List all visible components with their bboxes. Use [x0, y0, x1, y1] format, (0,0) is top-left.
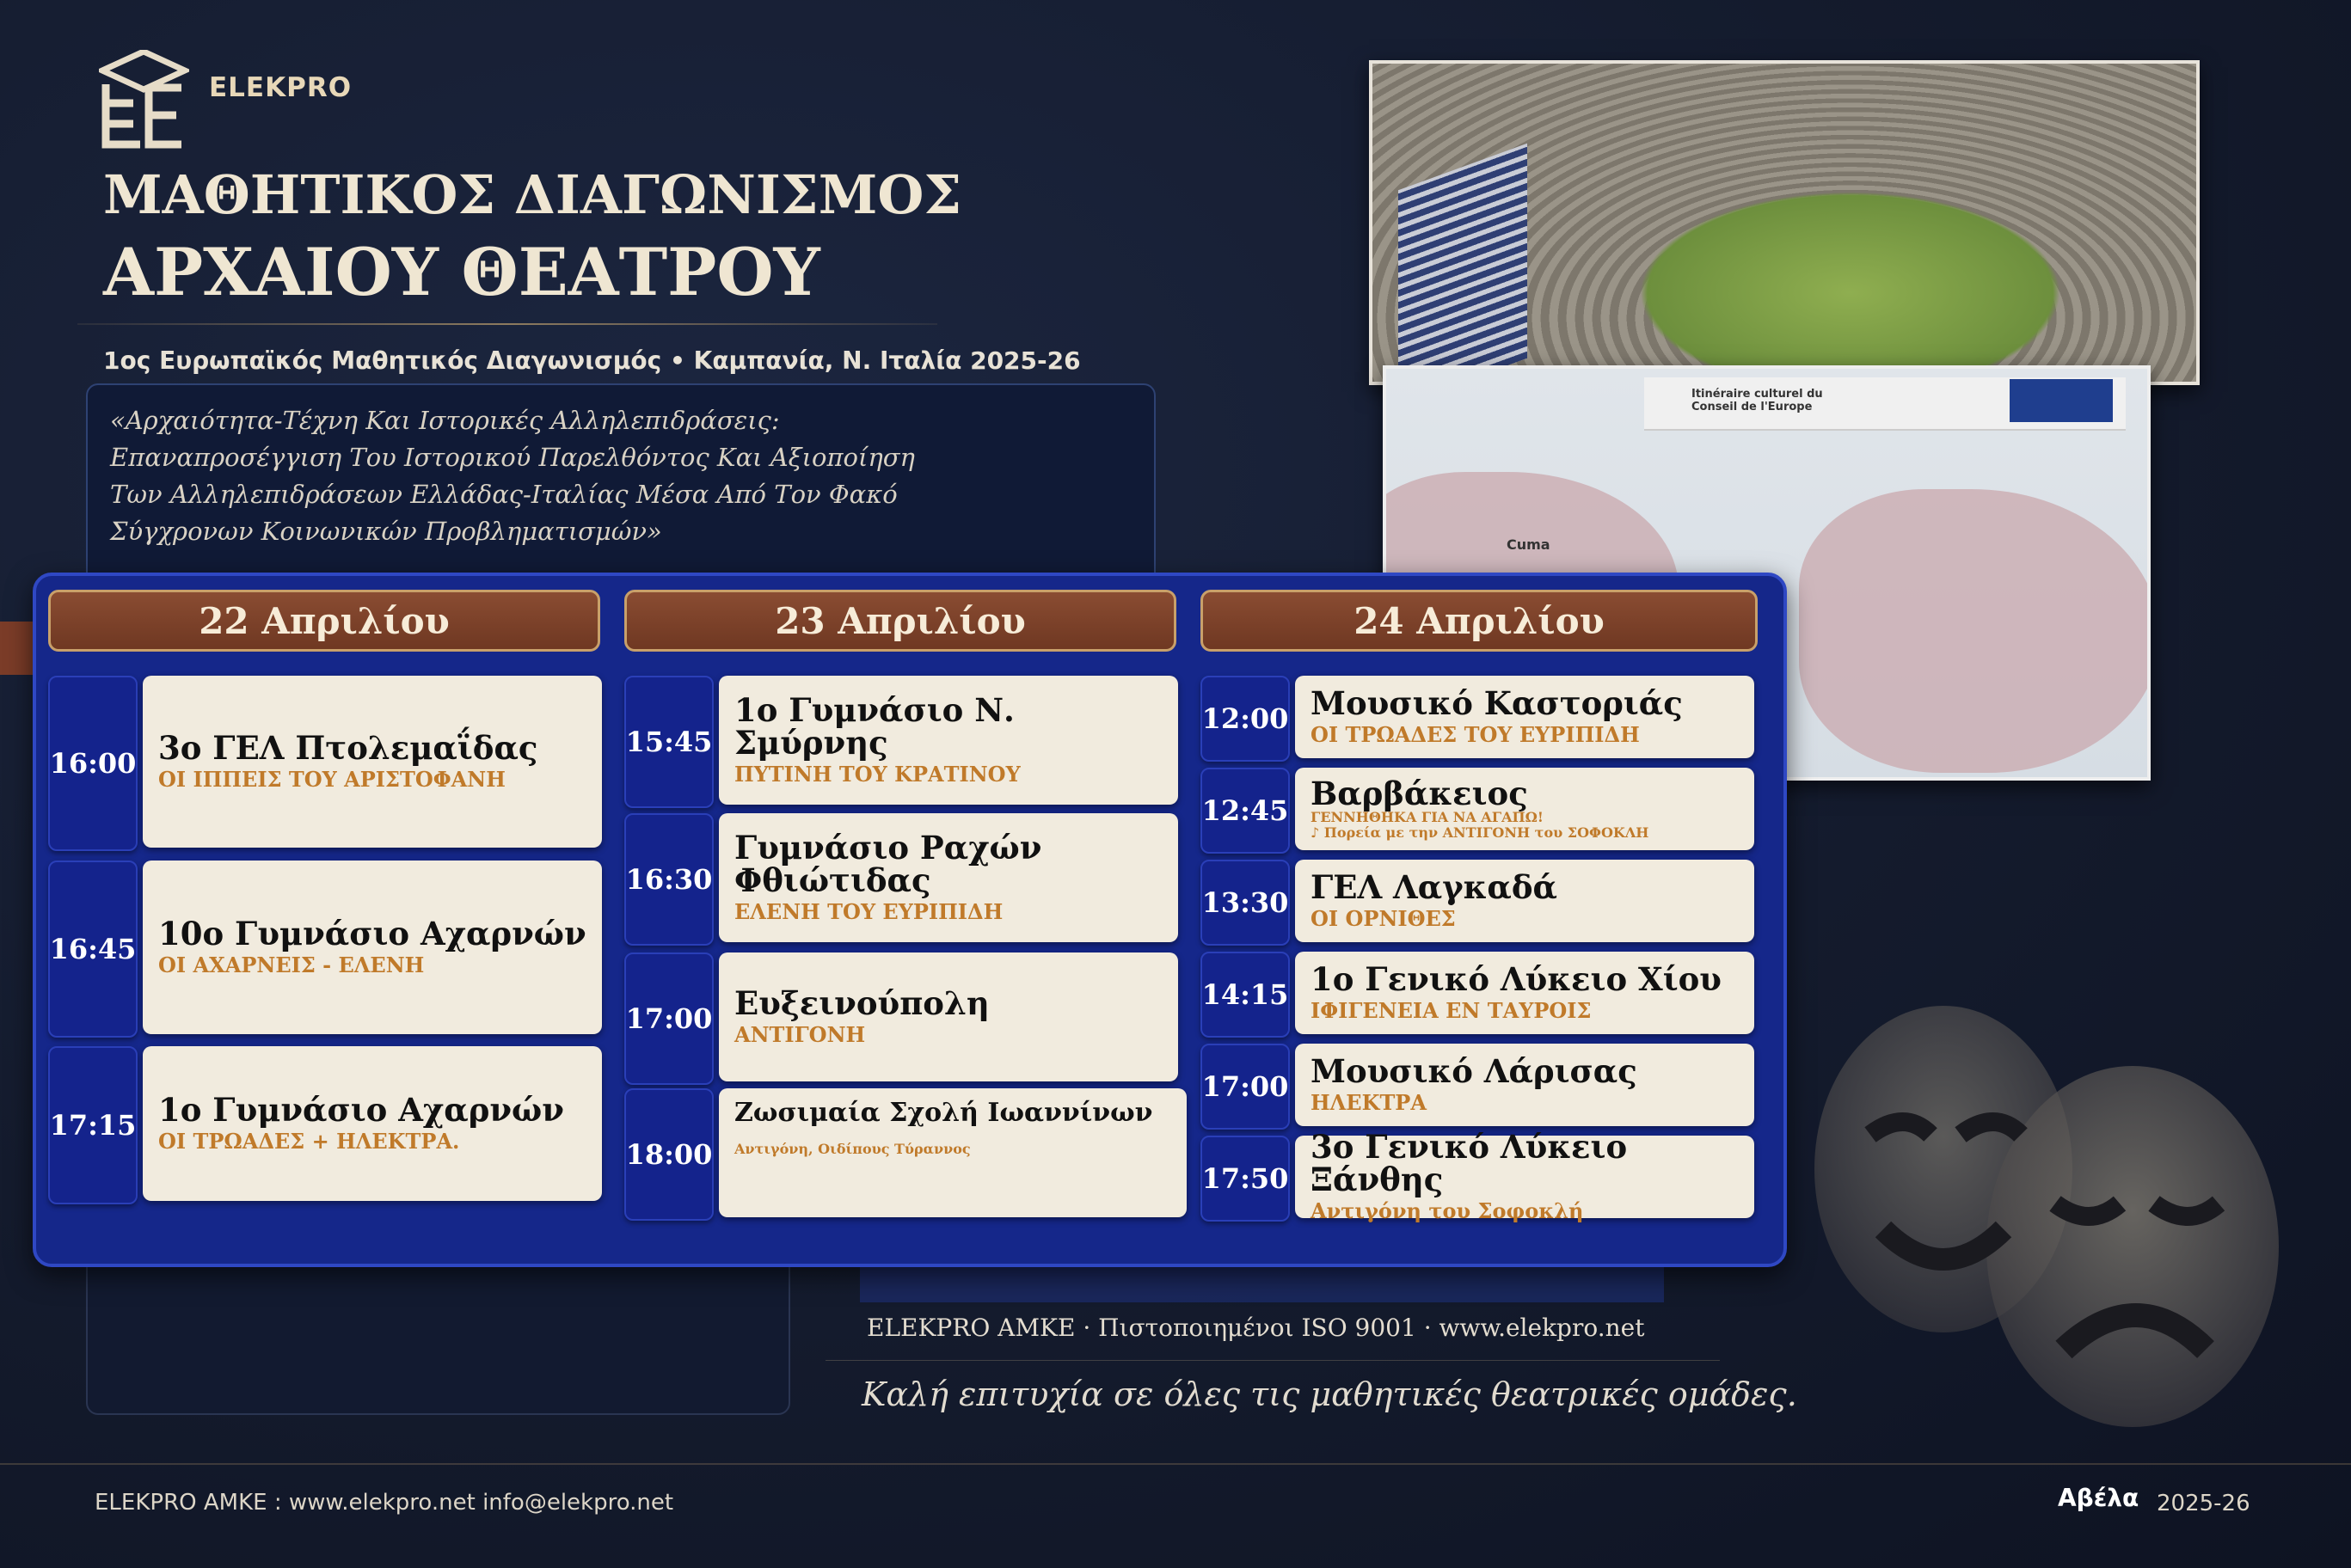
- day-header-24: 24 Απριλίου: [1200, 590, 1758, 652]
- play-title: ΟΙ ΟΡΝΙΘΕΣ: [1311, 906, 1456, 931]
- eu-flag-icon: [2010, 379, 2113, 422]
- play-title: ΟΙ ΙΠΠΕΙΣ ΤΟΥ ΑΡΙΣΤΟΦΑΝΗ: [158, 767, 506, 792]
- school-name: Βαρβάκειος: [1311, 775, 1528, 812]
- slot-card[interactable]: [1295, 1128, 1754, 1223]
- play-title: ΠΥΤΙΝΗ ΤΟΥ ΚΡΑΤΙΝΟΥ: [734, 762, 1021, 787]
- play-title: Αντιγόνη, Οιδίπους Τύραννος: [734, 1141, 971, 1157]
- slot-time: 16:30: [624, 813, 714, 946]
- slot-time: 12:45: [1200, 768, 1290, 854]
- elekpro-logo-icon: [99, 50, 189, 151]
- school-name: 1ο Γενικό Λύκειο Χίου: [1311, 960, 1722, 998]
- slot-card[interactable]: [719, 813, 1178, 942]
- school-name: 3ο ΓΕΛ Πτολεμαΐδας: [158, 729, 538, 767]
- slot-card[interactable]: [143, 1046, 602, 1201]
- school-name: 1ο Γυμνάσιο Ν. Σμύρνης: [734, 691, 1015, 762]
- slot-card[interactable]: [719, 676, 1178, 805]
- slot-card[interactable]: [1295, 676, 1754, 758]
- play-title: ΓΕΝΝΗΘΗΚΑ ΓΙΑ ΝΑ ΑΓΑΠΩ!: [1311, 809, 1544, 825]
- slot-time: 16:00: [48, 676, 138, 851]
- school-name: 3ο Γενικό Λύκειο Ξάνθης: [1311, 1128, 1628, 1198]
- school-name: Μουσικό Καστοριάς: [1311, 684, 1683, 722]
- day-header-23: 23 Απριλίου: [624, 590, 1176, 652]
- play-title: ΟΙ ΤΡΩΑΔΕΣ + ΗΛΕΚΤΡΑ.: [158, 1129, 460, 1154]
- quote-line: Σύγχρονων Κοινωνικών Προβληματισμών»: [110, 517, 662, 546]
- slot-time: 14:15: [1200, 952, 1290, 1038]
- school-name: 1ο Γυμνάσιο Αχαρνών: [158, 1091, 564, 1129]
- school-name: Γυμνάσιο Ραχών Φθιώτιδας: [734, 829, 1042, 899]
- play-title: ΙΦΙΓΕΝΕΙΑ ΕΝ ΤΑΥΡΟΙΣ: [1311, 998, 1592, 1023]
- school-name: Ζωσιμαία Σχολή Ιωαννίνων: [734, 1098, 1153, 1128]
- good-luck-message: Καλή επιτυχία σε όλες τις μαθητικές θεατρικές ομάδες.: [862, 1375, 1797, 1413]
- page-subtitle: 1ος Ευρωπαϊκός Μαθητικός Διαγωνισμός • Καμπανία, Ν. Ιταλία 2025-26: [103, 346, 1081, 375]
- theatre-masks-icon: [1789, 989, 2322, 1470]
- theatre-seats-graphic: [1398, 144, 1527, 385]
- footer-divider: [0, 1463, 2351, 1465]
- footer-year: 2025-26: [2157, 1491, 2250, 1516]
- slot-time: 17:15: [48, 1046, 138, 1204]
- theme-quote: [110, 402, 1125, 550]
- page-title-line1: ΜΑΘΗΤΙΚΟΣ ΔΙΑΓΩΝΙΣΜΟΣ: [103, 163, 962, 226]
- slot-card[interactable]: [1295, 860, 1754, 942]
- footer-name: Αβέλα: [2058, 1484, 2139, 1512]
- school-name: 10ο Γυμνάσιο Αχαρνών: [158, 915, 586, 952]
- slot-time: 16:45: [48, 861, 138, 1038]
- school-name: ΓΕΛ Λαγκαδά: [1311, 868, 1558, 906]
- slot-time: 17:50: [1200, 1136, 1290, 1222]
- slot-card[interactable]: [1295, 1044, 1754, 1126]
- brand-name: ELEKPRO: [209, 72, 353, 103]
- slot-card[interactable]: [1295, 768, 1754, 850]
- play-title: ΕΛΕΝΗ ΤΟΥ ΕΥΡΙΠΙΔΗ: [734, 899, 1004, 924]
- day-header-22: 22 Απριλίου: [48, 590, 600, 652]
- credits-divider: [826, 1360, 1720, 1361]
- side-tab: [0, 622, 33, 675]
- school-name: Ευξεινούπολη: [734, 984, 990, 1022]
- play-title: ΑΝΤΙΓΟΝΗ: [734, 1022, 866, 1047]
- slot-time: 12:00: [1200, 676, 1290, 762]
- slot-time: 13:30: [1200, 860, 1290, 946]
- slot-card[interactable]: [143, 861, 602, 1034]
- slot-card[interactable]: [143, 676, 602, 848]
- map-city-label: Cuma: [1507, 536, 1550, 553]
- play-title: ΟΙ ΤΡΩΑΔΕΣ ΤΟΥ ΕΥΡΙΠΙΔΗ: [1311, 722, 1640, 747]
- slot-card[interactable]: [719, 1088, 1187, 1217]
- footer-contact: ELEKPRO AMKE : www.elekpro.net info@elekpro.net: [95, 1490, 674, 1516]
- page-title-line2: ΑΡΧΑΙΟΥ ΘΕΑΤΡΟΥ: [103, 234, 820, 310]
- title-divider: [77, 323, 937, 325]
- ancient-theatre-photo: [1369, 60, 2200, 385]
- slot-card[interactable]: [719, 952, 1178, 1081]
- quote-line: «Αρχαιότητα-Τέχνη Και Ιστορικές Αλληλεπιδράσεις:: [110, 406, 780, 435]
- map-land-greece: [1799, 489, 2151, 773]
- play-title: ΗΛΕΚΤΡΑ: [1311, 1090, 1427, 1115]
- play-title: ΟΙ ΑΧΑΡΝΕΙΣ - ΕΛΕΝΗ: [158, 952, 425, 977]
- play-subtitle: ♪ Πορεία με την ΑΝΤΙΓΟΝΗ του ΣΟΦΟΚΛΗ: [1311, 824, 1649, 841]
- credits-line: ELEKPRO AMKE · Πιστοποιημένοι ISO 9001 · www.elekpro.net: [867, 1314, 1645, 1342]
- quote-line: Των Αλληλεπιδράσεων Ελλάδας-Ιταλίας Μέσα Από Τον Φακό: [110, 480, 898, 509]
- map-org-label: Itinéraire culturel du Conseil de l'Europe: [1691, 388, 1823, 413]
- school-name: Μουσικό Λάρισας: [1311, 1052, 1637, 1090]
- slot-time: 18:00: [624, 1088, 714, 1221]
- play-title: Αντιγόνη του Σοφοκλή: [1311, 1198, 1584, 1223]
- slot-card[interactable]: [1295, 952, 1754, 1034]
- quote-line: Επαναπροσέγγιση Του Ιστορικού Παρελθόντος Και Αξιοποίηση: [110, 443, 915, 472]
- slot-time: 15:45: [624, 676, 714, 808]
- slot-time: 17:00: [624, 952, 714, 1085]
- slot-time: 17:00: [1200, 1044, 1290, 1130]
